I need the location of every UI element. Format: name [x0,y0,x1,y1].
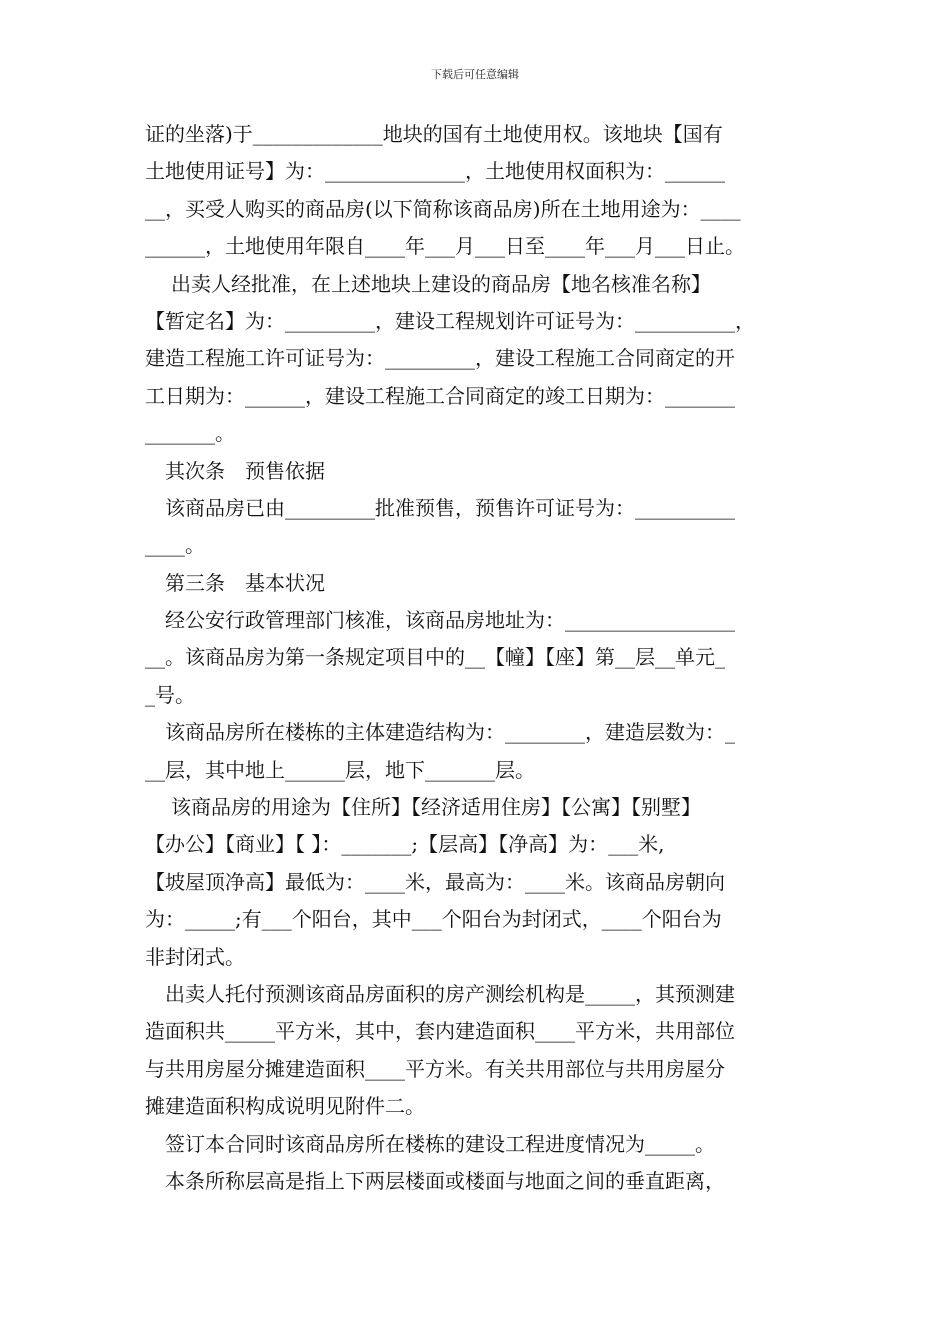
text-line: 非封闭式。 [145,944,245,969]
text-line: 证的坐落)于_____________地块的国有土地使用权。该地块【国有 [145,122,723,146]
text-line: 该商品房所在楼栋的主体建造结构为：________，建造层数为：_ [165,720,735,745]
text-line: 签订本合同时该商品房所在楼栋的建设工程进度情况为_____。 [165,1131,715,1156]
text-line: _______。 [145,421,235,446]
text-line: 土地使用证号】为：______________，土地使用权面积为：______ [145,159,725,184]
text-line: __。该商品房为第一条规定项目中的__【幢】【座】第__层__单元_ [145,645,725,670]
text-line: 【坡屋顶净高】最低为：____米，最高为：____米。该商品房朝向 [145,869,725,894]
text-line: 为：_____;有___个阳台，其中___个阳台为封闭式，____个阳台为 [145,907,722,932]
text-line: 出卖人托付预测该商品房面积的房产测绘机构是_____，其预测建 [165,981,735,1006]
page-header: 下载后可任意编辑 [431,68,519,81]
text-line: 经公安行政管理部门核准，该商品房地址为：_________________ [165,608,735,633]
text-line: 造面积共_____平方米，其中，套内建造面积____平方米，共用部位 [145,1019,735,1044]
text-line: 该商品房的用途为【住所】【经济适用住房】【公寓】【别墅】 [171,795,701,820]
contract-body [145,116,815,1200]
text-line: 【暂定名】为：_________，建设工程规划许可证号为：__________， [145,308,755,333]
section-heading: 其次条 预售依据 [165,458,325,483]
text-line: __，买受人购买的商品房(以下简称该商品房)所在土地用途为：____ [145,196,741,221]
text-line: 摊建造面积构成说明见附件二。 [145,1094,425,1119]
text-line: 本条所称层高是指上下两层楼面或楼面与地面之间的垂直距离， [165,1168,725,1193]
text-line: 与共用房屋分摊建造面积____平方米。有关共用部位与共用房屋分 [145,1056,725,1081]
text-line: 【办公】【商业】【 】：_______;【层高】【净高】为：___米, [145,832,665,857]
text-line: ____。 [145,533,205,558]
text-line: 建造工程施工许可证号为：_________，建设工程施工合同商定的开 [145,346,735,371]
text-line: __层，其中地上______层，地下_______层。 [145,757,535,782]
section-heading: 第三条 基本状况 [165,570,325,595]
text-line: ______，土地使用年限自____年___月___日至____年___月___日止。 [145,234,745,259]
text-line: 工日期为：______，建设工程施工合同商定的竣工日期为：_______ [145,383,735,408]
text-line: _号。 [145,682,195,707]
text-line: 出卖人经批准，在上述地块上建设的商品房【地名核准名称】 [171,271,711,296]
text-line: 该商品房已由_________批准预售，预售许可证号为：__________ [165,495,735,520]
